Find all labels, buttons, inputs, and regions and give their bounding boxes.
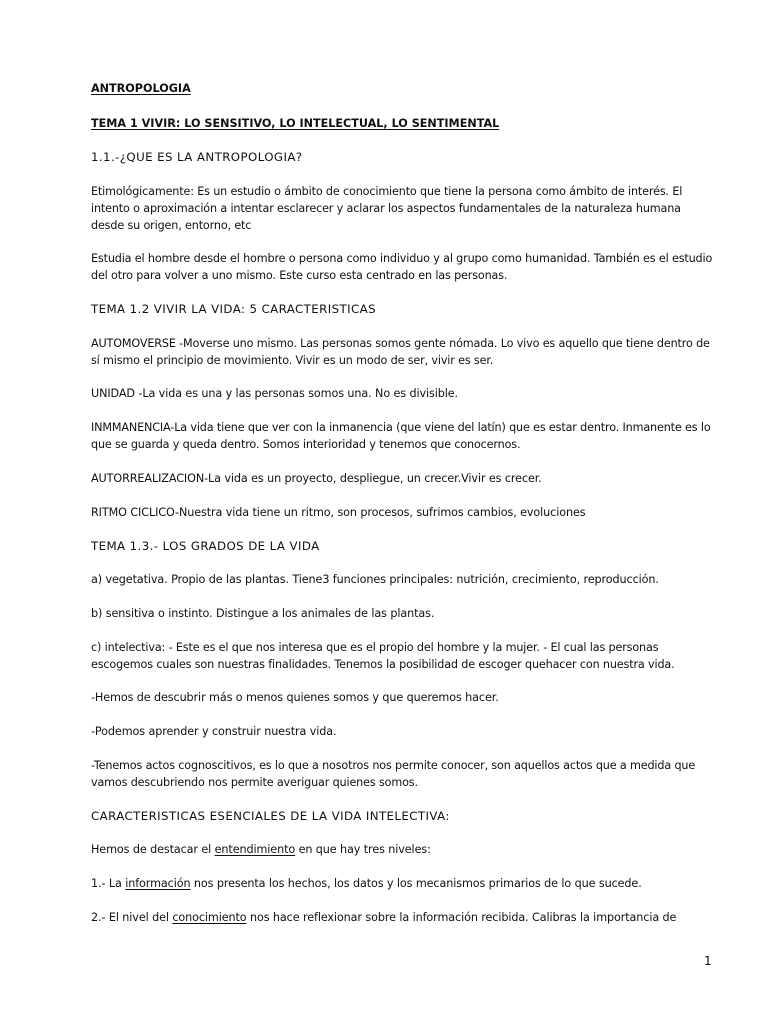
text-segment: en que hay tres niveles:	[295, 843, 431, 856]
list-item-grado-b: b) sensitiva o instinto. Distingue a los animales de las plantas.	[91, 607, 435, 620]
underlined-term: información	[125, 877, 191, 890]
text-segment: nos presenta los hechos, los datos y los mecanismos primarios de lo que sucede.	[190, 877, 642, 890]
heading-tema-1-3: TEMA 1.3.- LOS GRADOS DE LA VIDA	[91, 539, 320, 553]
text-segment: 2.- El nivel del	[91, 911, 173, 924]
underlined-term: conocimiento	[172, 911, 247, 924]
paragraph-etimologicamente: Etimológicamente: Es un estudio o ámbito de conocimiento que tiene la persona como ámbito de interés. El intento o aproximación a intentar esclarecer y aclarar los aspectos fundamentales de la naturaleza humana desde su origen, entorno, etc	[91, 185, 683, 232]
paragraph-ritmo-ciclico: RITMO CICLICO-Nuestra vida tiene un ritmo, son procesos, sufrimos cambios, evoluciones	[91, 506, 586, 519]
paragraph-inmanencia: INMMANENCIA-La vida tiene que ver con la inmanencia (que viene del latín) que es estar dentro. Inmanente es lo que se guarda y queda dentro. Somos interioridad y tenemos que conocernos.	[91, 421, 711, 451]
list-item-nivel-1	[91, 875, 642, 892]
list-item-nivel-2	[91, 909, 676, 926]
paragraph-estudia: Estudia el hombre desde el hombre o persona como individuo y al grupo como humanidad. También es el estudio del otro para volver a uno mismo. Este curso esta centrado en las personas.	[91, 252, 713, 282]
text-segment: 1.- La	[91, 877, 126, 890]
text-segment: Hemos de destacar el	[91, 843, 215, 856]
text-segment: nos hace reflexionar sobre la información recibida. Calibras la importancia de	[246, 911, 677, 924]
paragraph-actos-cognoscitivos: -Tenemos actos cognoscitivos, es lo que a nosotros nos permite conocer, son aquellos actos que a medida que vamos descubriendo nos permite averiguar quienes somos.	[91, 759, 696, 789]
underlined-term: entendimiento	[214, 843, 296, 856]
paragraph-entendimiento	[91, 841, 431, 858]
paragraph-podemos-aprender: -Podemos aprender y construir nuestra vida.	[91, 725, 337, 738]
heading-tema-1: TEMA 1 VIVIR: LO SENSITIVO, LO INTELECTUAL, LO SENTIMENTAL	[91, 117, 500, 130]
paragraph-automoverse: AUTOMOVERSE -Moverse uno mismo. Las personas somos gente nómada. Lo vivo es aquello que tiene dentro de sí mismo el principio de movimiento. Vivir es un modo de ser, vivir es ser.	[91, 337, 710, 367]
document-title: ANTROPOLOGIA	[91, 82, 191, 95]
heading-1-1: 1.1.-¿QUE ES LA ANTROPOLOGIA?	[91, 150, 303, 164]
paragraph-hemos-de-descubrir: -Hemos de descubrir más o menos quienes somos y que queremos hacer.	[91, 691, 499, 704]
page-number: 1	[704, 954, 712, 968]
paragraph-unidad: UNIDAD -La vida es una y las personas somos una. No es divisible.	[91, 387, 459, 400]
list-item-grado-a: a) vegetativa. Propio de las plantas. Tiene3 funciones principales: nutrición, crecimiento, reproducción.	[91, 573, 659, 586]
heading-tema-1-2: TEMA 1.2 VIVIR LA VIDA: 5 CARACTERISTICAS	[91, 302, 376, 316]
paragraph-autorrealizacion: AUTORREALIZACION-La vida es un proyecto, despliegue, un crecer.Vivir es crecer.	[91, 472, 542, 485]
list-item-grado-c: c) intelectiva: - Este es el que nos interesa que es el propio del hombre y la mujer. - El cual las personas escogemos cuales son nuestras finalidades. Tenemos la posibilidad de escoger quehacer con nuestra vida.	[91, 641, 675, 671]
heading-caracteristicas: CARACTERISTICAS ESENCIALES DE LA VIDA INTELECTIVA:	[91, 809, 450, 823]
